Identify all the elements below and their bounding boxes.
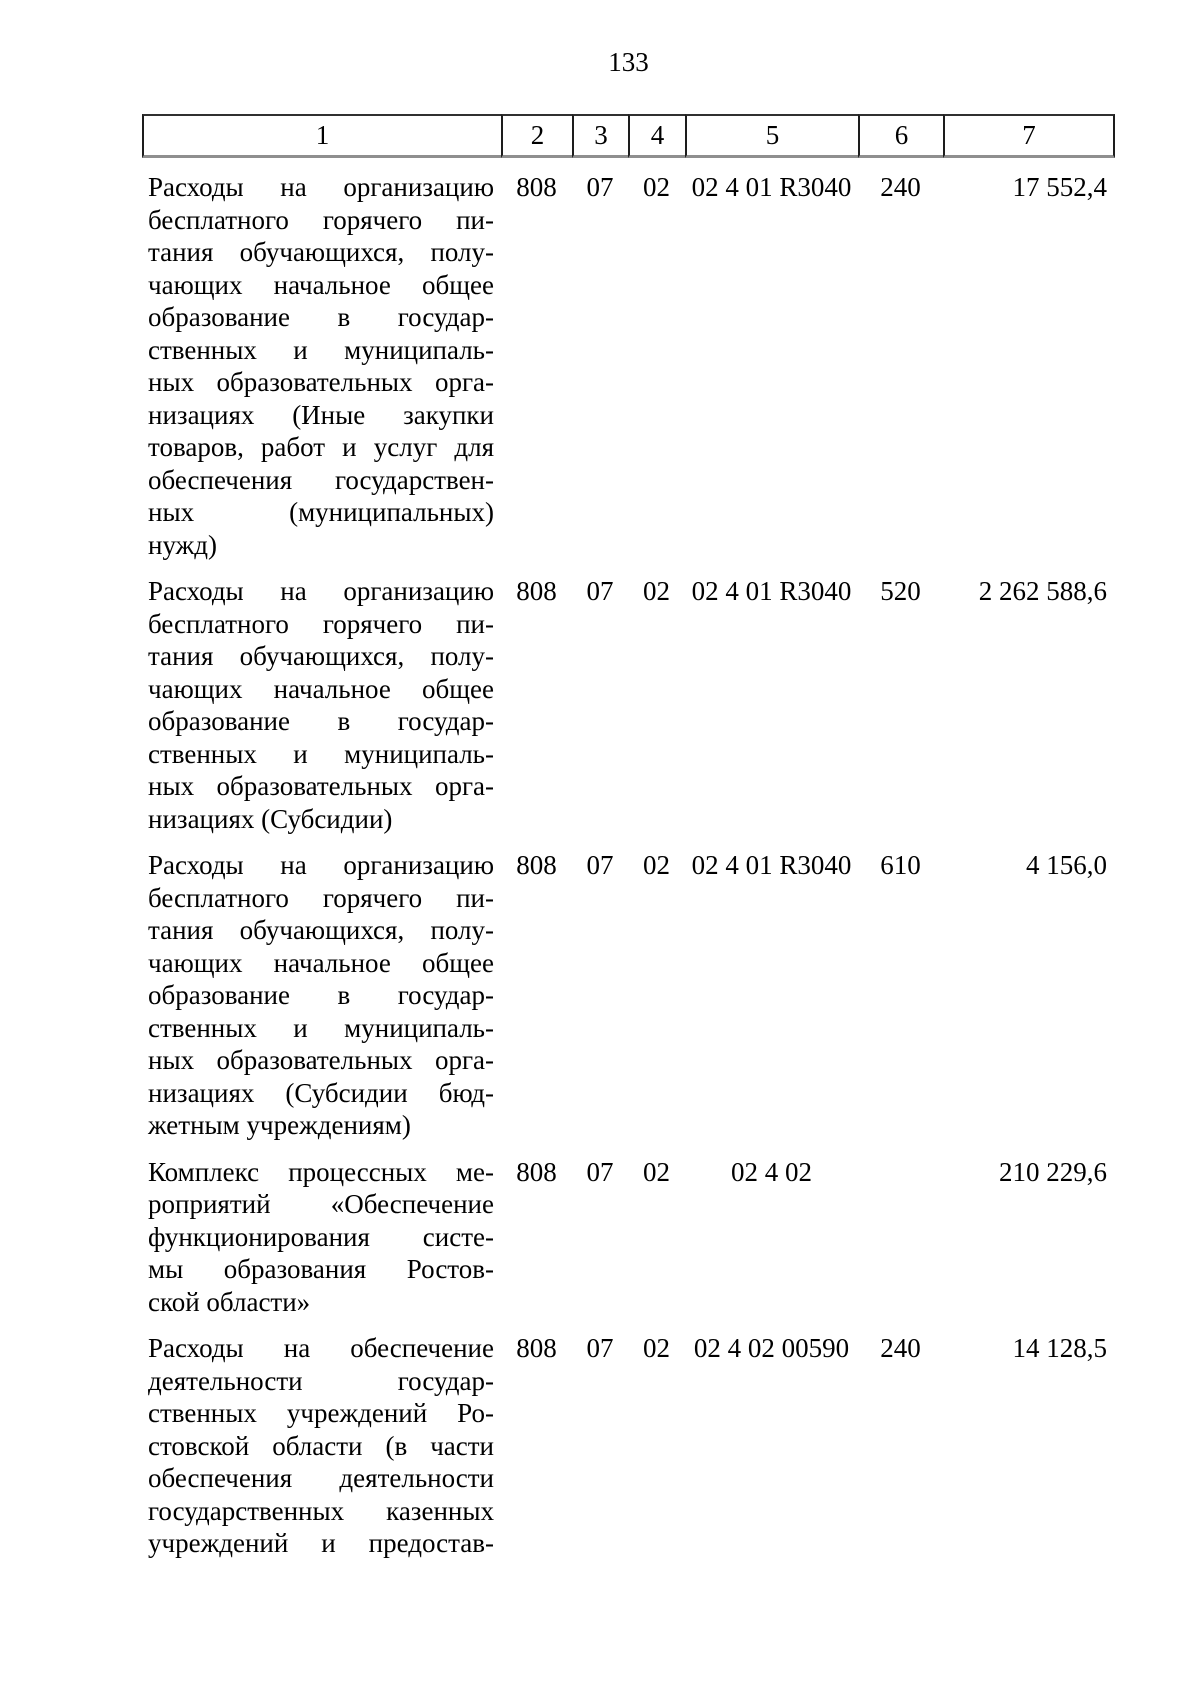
expense-type-code-cell: 610 bbox=[880, 850, 921, 880]
text-line: Расходы на организацию bbox=[148, 576, 494, 606]
amount-cell: 17 552,4 bbox=[1012, 172, 1107, 202]
text-line: ской области» bbox=[148, 1286, 311, 1317]
podrazdel-code-cell: 02 bbox=[643, 1333, 670, 1363]
text-line: ственных учреждений Ро- bbox=[148, 1398, 494, 1428]
podrazdel-code-cell: 02 bbox=[643, 576, 670, 606]
razdel-code-cell: 07 bbox=[586, 1156, 614, 1187]
table-body bbox=[142, 171, 1115, 1560]
text-line: Расходы на обеспечение bbox=[148, 1333, 494, 1363]
grbs-code-cell: 808 bbox=[516, 172, 557, 202]
table-row bbox=[142, 575, 1115, 835]
text-line: низациях (Субсидии) bbox=[148, 803, 393, 834]
expense-type-code-cell: 240 bbox=[880, 1333, 921, 1363]
expense-name-cell bbox=[142, 171, 501, 561]
text-line: ственных и муниципаль- bbox=[148, 1012, 494, 1043]
text-line: обеспечения государствен- bbox=[148, 464, 494, 495]
header-col-5: 5 bbox=[685, 114, 858, 158]
text-line: чающих начальное общее bbox=[148, 947, 494, 978]
expense-type-code-cell: 520 bbox=[880, 576, 921, 606]
grbs-code-cell: 808 bbox=[516, 850, 557, 880]
amount-cell: 14 128,5 bbox=[1012, 1333, 1107, 1363]
amount-cell: 2 262 588,6 bbox=[978, 576, 1107, 606]
text-line: Расходы на организацию bbox=[148, 850, 494, 880]
page-number: 133 bbox=[608, 47, 649, 77]
table-row bbox=[142, 849, 1115, 1142]
text-line: тания обучающихся, полу- bbox=[148, 915, 494, 945]
amount-cell: 4 156,0 bbox=[1026, 850, 1107, 880]
text-line: ных (муниципальных) bbox=[148, 497, 494, 527]
razdel-code-cell: 07 bbox=[586, 850, 614, 880]
page-content bbox=[142, 46, 1115, 1560]
text-line: чающих начальное общее bbox=[148, 269, 494, 300]
text-line: Расходы на организацию bbox=[148, 172, 494, 202]
text-line: стовской области (в части bbox=[148, 1430, 494, 1461]
text-line: бесплатного горячего пи- bbox=[148, 882, 494, 913]
text-line: роприятий «Обеспечение bbox=[148, 1189, 494, 1219]
header-col-7: 7 bbox=[943, 114, 1115, 158]
text-line: ных образовательных орга- bbox=[148, 771, 494, 801]
text-line: низациях (Субсидии бюд- bbox=[148, 1077, 494, 1108]
text-line: образование в государ- bbox=[148, 706, 494, 736]
text-line: учреждений и предостав- bbox=[148, 1528, 494, 1558]
target-article-code-cell: 02 4 02 00590 bbox=[693, 1333, 850, 1363]
text-line: Комплекс процессных ме- bbox=[148, 1156, 494, 1187]
expense-name-cell bbox=[142, 575, 501, 835]
razdel-code-cell: 07 bbox=[586, 172, 614, 202]
text-line: бесплатного горячего пи- bbox=[148, 608, 494, 639]
target-article-code-cell: 02 4 01 R3040 bbox=[691, 850, 852, 880]
grbs-code-cell: 808 bbox=[516, 1156, 557, 1187]
amount-cell: 210 229,6 bbox=[999, 1156, 1107, 1187]
text-line: тания обучающихся, полу- bbox=[148, 641, 494, 671]
expense-name-cell bbox=[142, 1332, 501, 1560]
text-line: жетным учреждениям) bbox=[148, 1110, 411, 1140]
podrazdel-code-cell: 02 bbox=[643, 1156, 670, 1187]
header-col-6: 6 bbox=[858, 114, 943, 158]
table-row bbox=[142, 1332, 1115, 1560]
text-line: обеспечения деятельности bbox=[148, 1463, 494, 1493]
grbs-code-cell: 808 bbox=[516, 576, 557, 606]
header-col-2: 2 bbox=[501, 114, 572, 158]
table-header-row bbox=[142, 114, 1115, 158]
table-row bbox=[142, 171, 1115, 561]
text-line: тания обучающихся, полу- bbox=[148, 237, 494, 267]
grbs-code-cell: 808 bbox=[516, 1333, 557, 1363]
podrazdel-code-cell: 02 bbox=[643, 172, 670, 202]
text-line: низациях (Иные закупки bbox=[148, 399, 494, 430]
text-line: бесплатного горячего пи- bbox=[148, 204, 494, 235]
header-col-3: 3 bbox=[572, 114, 628, 158]
text-line: мы образования Ростов- bbox=[148, 1254, 494, 1284]
target-article-code-cell: 02 4 01 R3040 bbox=[691, 576, 852, 606]
text-line: чающих начальное общее bbox=[148, 673, 494, 704]
text-line: ственных и муниципаль- bbox=[148, 334, 494, 365]
header-col-1: 1 bbox=[142, 114, 501, 158]
text-line: деятельности государ- bbox=[148, 1365, 494, 1396]
expense-name-cell bbox=[142, 849, 501, 1142]
podrazdel-code-cell: 02 bbox=[643, 850, 670, 880]
target-article-code-cell: 02 4 02 bbox=[731, 1156, 812, 1187]
table-row bbox=[142, 1156, 1115, 1319]
text-line: функционирования систе- bbox=[148, 1221, 494, 1252]
razdel-code-cell: 07 bbox=[586, 576, 614, 606]
expense-type-code-cell: 240 bbox=[880, 172, 921, 202]
text-line: ных образовательных орга- bbox=[148, 1045, 494, 1075]
text-line: ных образовательных орга- bbox=[148, 367, 494, 397]
text-line: образование в государ- bbox=[148, 980, 494, 1010]
target-article-code-cell: 02 4 01 R3040 bbox=[691, 172, 852, 202]
text-line: товаров, работ и услуг для bbox=[148, 432, 494, 462]
razdel-code-cell: 07 bbox=[586, 1333, 614, 1363]
text-line: образование в государ- bbox=[148, 302, 494, 332]
text-line: государственных казенных bbox=[148, 1495, 494, 1526]
text-line: ственных и муниципаль- bbox=[148, 738, 494, 769]
header-col-4: 4 bbox=[628, 114, 685, 158]
text-line: нужд) bbox=[148, 529, 217, 560]
expense-name-cell bbox=[142, 1156, 501, 1319]
